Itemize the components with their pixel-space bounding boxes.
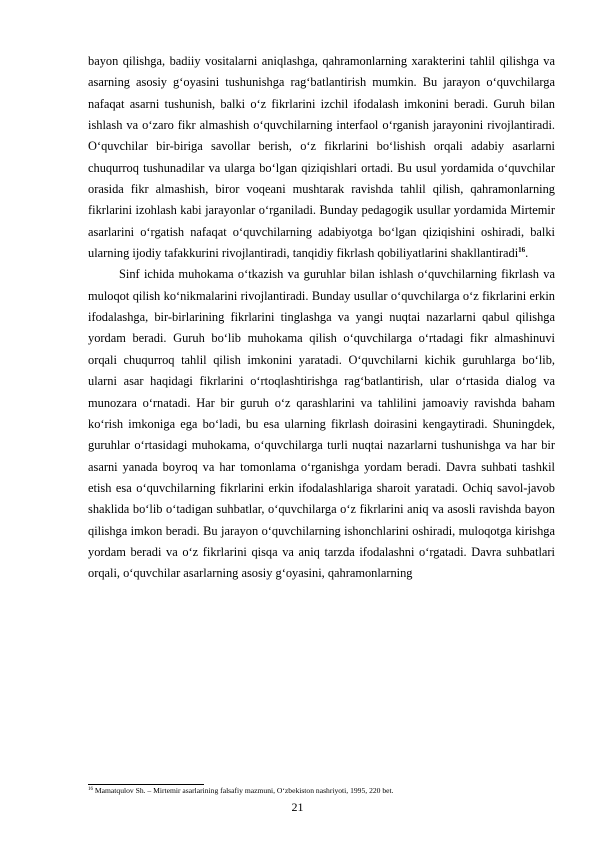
paragraph-1-text: bayon qilishga, badiiy vositalarni aniqlashga, qahramonlarning xarakterini tahlil qilishga va asarning asosiy g‘oyasini tushunishga rag‘batlantirish mumkin. Bu jarayon o‘quvchilarga nafaqat asarni tushunish, balki o‘z fikrlarini izchil ifodalash imkonini beradi. Guruh bilan ishlash va o‘zaro fikr almashish o‘quvchilarning interfaol o‘rganish jarayonini rivojlantiradi. O‘quvchilar bir-biriga savollar berish, o‘z fikrlarini bo‘lishish orqali adabiy asarlarni chuqurroq tushunadilar va ularga bo‘lgan qiziqishlari ortadi. Bu usul yordamida o‘quvchilar orasida fikr almashish, biror voqeani mushtarak ravishda tahlil qilish, qahramonlarning fikrlarini izohlash kabi jarayonlar o‘rganiladi. Bunday pedagogik usullar yordamida Mirtemir asarlarini o‘rgatish nafaqat o‘quvchilarning adabiyotga bo‘lgan qiziqishini oshiradi, balki ularning ijodiy tafakkurini rivojlantiradi, tanqidiy fikrlash qobiliyatlarini shakllantiradi <box>88 54 555 261</box>
page-number: 21 <box>291 800 304 814</box>
footnote-reference: 16 <box>518 246 526 255</box>
paragraph-1-end: . <box>525 246 529 261</box>
footnote-separator <box>88 784 204 785</box>
paragraph-2: Sinf ichida muhokama o‘tkazish va guruhlar bilan ishlash o‘quvchilarning fikrlash va muloqot qilish ko‘nikmalarini rivojlantiradi. Bunday usullar o‘quvchilarga o‘z fikrlarini erkin ifodalashga, bir-birlarining fikrlarini tinglashga va yangi nuqtai nazarlarni qabul qilishga yordam beradi. Guruh bo‘lib muhokama qilish o‘quvchilarga o‘rtadagi fikr almashinuvi orqali chuqurroq tahlil qilish imkonini yaratadi. O‘quvchilarni kichik guruhlarga bo‘lib, ularni asar haqidagi fikrlarini o‘rtoqlashtirishga rag‘batlantirish, ular o‘rtasida dialog va munozara o‘rnatadi. Har bir guruh o‘z qarashlarini va tahlilini jamoaviy ravishda baham ko‘rish imkoniga ega bo‘ladi, bu esa ularning fikrlash doirasini kengaytiradi. Shuningdek, guruhlar o‘rtasidagi muhokama, o‘quvchilarga turli nuqtai nazarlarni tushunishga va har bir asarni yanada boyroq va har tomonlama o‘rganishga yordam beradi. Davra suhbati tashkil etish esa o‘quvchilarning fikrlarini erkin ifodalashlariga sharoit yaratadi. Ochiq savol-javob shaklida bo‘lib o‘tadigan suhbatlar, o‘quvchilarga o‘z fikrlarini aniq va asosli ravishda bayon qilishga imkon beradi. Bu jarayon o‘quvchilarning ishonchlarini oshiradi, muloqotga kirishga yordam beradi va o‘z fikrlarini qisqa va aniq tarzda ifodalashni o‘rgatadi. Davra suhbatlari orqali, o‘quvchilar asarlarning asosiy g‘oyasini, qahramonlarning <box>88 267 555 581</box>
footnote <box>88 786 555 796</box>
paragraph-1 <box>88 51 555 264</box>
body-text <box>88 51 555 585</box>
footnote-mark: 16 <box>88 787 93 792</box>
footnote-text: Mamatqulov Sh. – Mirtemir asarlarining falsafiy mazmuni, O‘zbekiston nashriyoti, 1995, 220 bet. <box>93 786 394 795</box>
